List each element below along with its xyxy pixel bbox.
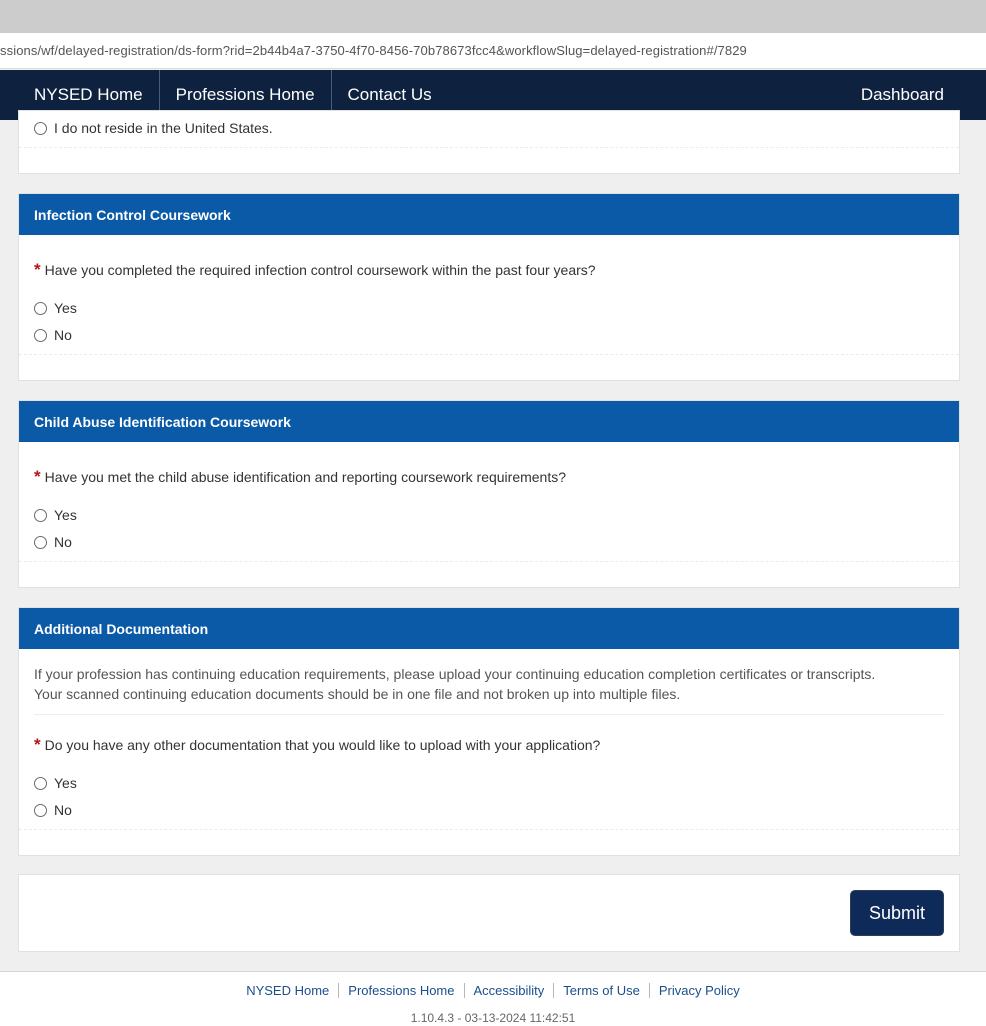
radio-circle[interactable] [34, 536, 47, 549]
question-text: Do you have any other documentation that you would like to upload with your application? [44, 737, 601, 753]
infection-control-question [34, 260, 596, 280]
additional-docs-title: Additional Documentation [19, 608, 959, 649]
child-abuse-title: Child Abuse Identification Coursework [19, 401, 959, 442]
radio-circle[interactable] [34, 122, 47, 135]
required-asterisk: * [34, 260, 41, 279]
radio-label: Yes [54, 300, 77, 316]
additional-docs-info [34, 664, 944, 704]
required-asterisk: * [34, 735, 41, 754]
dashed-separator [19, 147, 959, 148]
info-line-1: If your profession has continuing education requirements, please upload your continuing education completion certificates or transcripts. [34, 666, 876, 682]
radio-child-abuse-no[interactable] [34, 534, 72, 550]
dashed-separator [19, 561, 959, 562]
radio-label: Yes [54, 507, 77, 523]
footer-link-professions-home[interactable]: Professions Home [339, 983, 464, 998]
radio-circle[interactable] [34, 329, 47, 342]
dashed-separator [19, 829, 959, 830]
nav-professions-home[interactable]: Professions Home [160, 70, 332, 120]
child-abuse-card [18, 400, 960, 588]
version-text: 1.10.4.3 - 03-13-2024 11:42:51 [410, 1011, 576, 1025]
infection-control-title: Infection Control Coursework [19, 194, 959, 235]
nav-dashboard[interactable]: Dashboard [860, 85, 944, 104]
infection-control-card [18, 193, 960, 381]
radio-circle[interactable] [34, 302, 47, 315]
additional-docs-question [34, 735, 600, 755]
footer-links [0, 983, 986, 998]
section-divider [34, 714, 944, 715]
dashed-separator [19, 354, 959, 355]
browser-tab-strip [0, 0, 986, 33]
footer [0, 971, 986, 1026]
footer-link-privacy-policy[interactable]: Privacy Policy [658, 983, 740, 998]
radio-label: No [54, 534, 72, 550]
required-asterisk: * [34, 467, 41, 486]
radio-label: No [54, 802, 72, 818]
radio-additional-docs-yes[interactable] [34, 775, 77, 791]
address-bar[interactable] [0, 33, 986, 69]
radio-circle[interactable] [34, 777, 47, 790]
radio-label: I do not reside in the United States. [54, 120, 273, 136]
radio-child-abuse-yes[interactable] [34, 507, 77, 523]
radio-infection-no[interactable] [34, 327, 72, 343]
nav-contact-us[interactable]: Contact Us [347, 85, 432, 104]
child-abuse-question [34, 467, 566, 487]
footer-link-accessibility[interactable]: Accessibility [465, 983, 555, 998]
submit-button[interactable]: Submit [850, 890, 944, 936]
nav-nysed-home[interactable]: NYSED Home [0, 70, 160, 120]
radio-not-reside-us[interactable] [34, 120, 273, 136]
residence-card [18, 110, 960, 174]
radio-circle[interactable] [34, 804, 47, 817]
footer-link-terms-of-use[interactable]: Terms of Use [554, 983, 650, 998]
submit-card [18, 874, 960, 952]
question-text: Have you met the child abuse identification and reporting coursework requirements? [44, 469, 567, 485]
radio-label: Yes [54, 775, 77, 791]
footer-link-nysed-home[interactable]: NYSED Home [237, 983, 339, 998]
radio-infection-yes[interactable] [34, 300, 77, 316]
radio-additional-docs-no[interactable] [34, 802, 72, 818]
additional-docs-card [18, 607, 960, 856]
info-line-2: Your scanned continuing education documents should be in one file and not broken up into multiple files. [34, 686, 681, 702]
address-url[interactable]: ssions/wf/delayed-registration/ds-form?rid=2b44b4a7-3750-4f70-8456-70b78673fcc4&workflowSlug=delayed-registration#/7829 [0, 43, 747, 58]
radio-label: No [54, 327, 72, 343]
question-text: Have you completed the required infection control coursework within the past four years? [44, 262, 596, 278]
radio-circle[interactable] [34, 509, 47, 522]
